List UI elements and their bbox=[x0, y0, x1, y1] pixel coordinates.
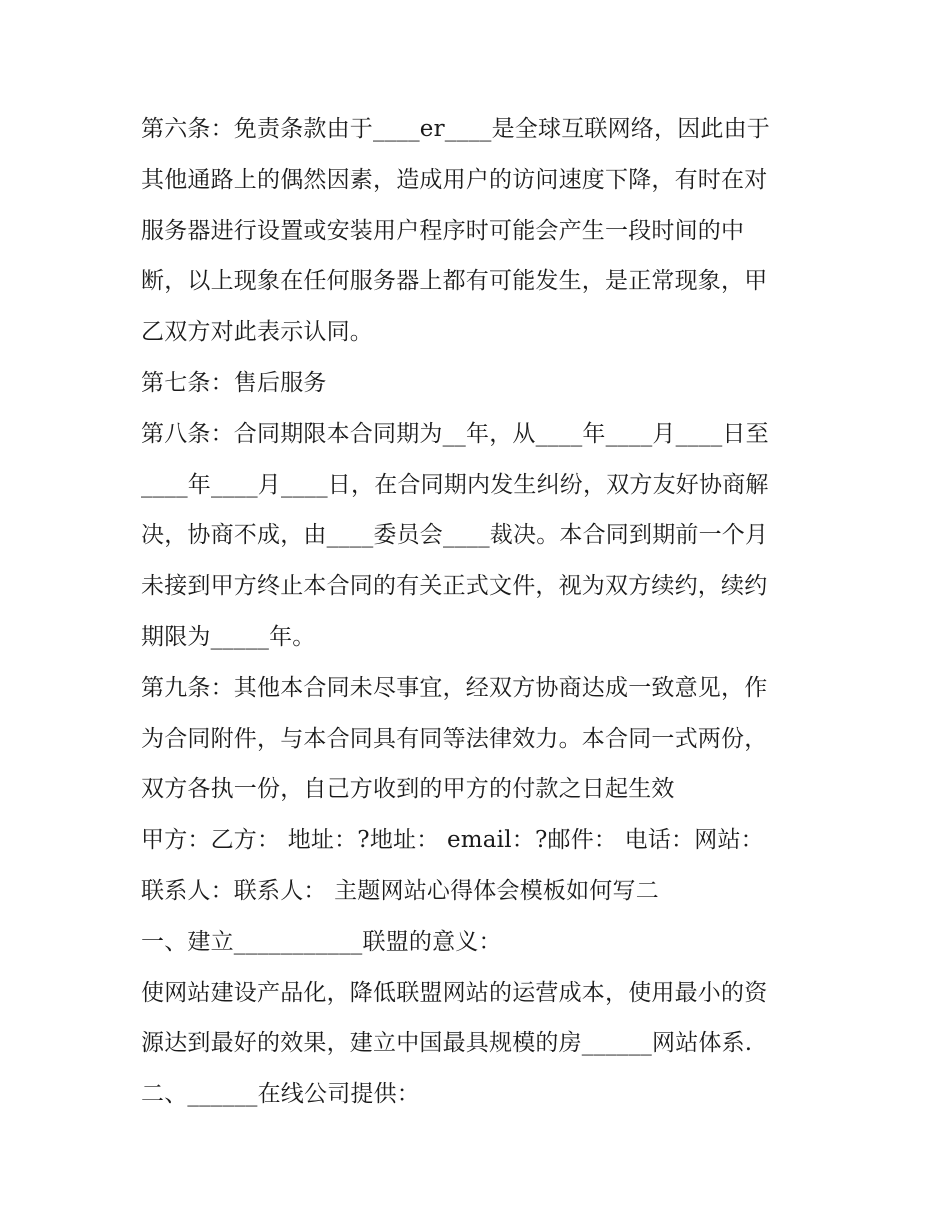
text-line: 双方各执一份，自己方收到的甲方的付款之日起生效 bbox=[141, 776, 675, 803]
text-line: ____年____月____日，在合同期内发生纠纷，双方友好协商解 bbox=[141, 471, 769, 498]
text-line: 第七条：售后服务 bbox=[141, 369, 327, 396]
text-line: 联系人：联系人： 主题网站心得体会模板如何写二 bbox=[141, 877, 659, 904]
text-line: 源达到最好的效果，建立中国最具规模的房______网站体系. bbox=[141, 1030, 753, 1057]
text-line: 第六条：免责条款由于____er____是全球互联网络，因此由于 bbox=[141, 116, 771, 142]
text-line: 未接到甲方终止本合同的有关正式文件，视为双方续约，续约 bbox=[141, 573, 768, 600]
text-line: 为合同附件，与本合同具有同等法律效力。本合同一式两份， bbox=[141, 725, 768, 752]
text-line: 决，协商不成，由____委员会____裁决。本合同到期前一个月 bbox=[141, 522, 769, 549]
text-line: 乙双方对此表示认同。 bbox=[141, 319, 373, 346]
text-line: 服务器进行设置或安装用户程序时可能会产生一段时间的中 bbox=[141, 217, 745, 244]
document-body bbox=[141, 104, 821, 1120]
text-line: 一、建立___________联盟的意义： bbox=[141, 928, 502, 955]
text-line: 期限为_____年。 bbox=[141, 623, 316, 650]
text-line: 第九条：其他本合同未尽事宜，经双方协商达成一致意见，作 bbox=[141, 674, 768, 701]
text-line: 甲方：乙方： 地址：?地址： email：?邮件： 电话：网站： bbox=[141, 827, 764, 854]
text-line: 断，以上现象在任何服务器上都有可能发生，是正常现象，甲 bbox=[141, 268, 768, 295]
text-line: 二、______在线公司提供： bbox=[141, 1081, 420, 1108]
text-line: 其他通路上的偶然因素，造成用户的访问速度下降，有时在对 bbox=[141, 166, 768, 193]
text-line: 第八条：合同期限本合同期为__年，从____年____月____日至 bbox=[141, 420, 769, 447]
text-line: 使网站建设产品化，降低联盟网站的运营成本，使用最小的资 bbox=[141, 979, 768, 1006]
